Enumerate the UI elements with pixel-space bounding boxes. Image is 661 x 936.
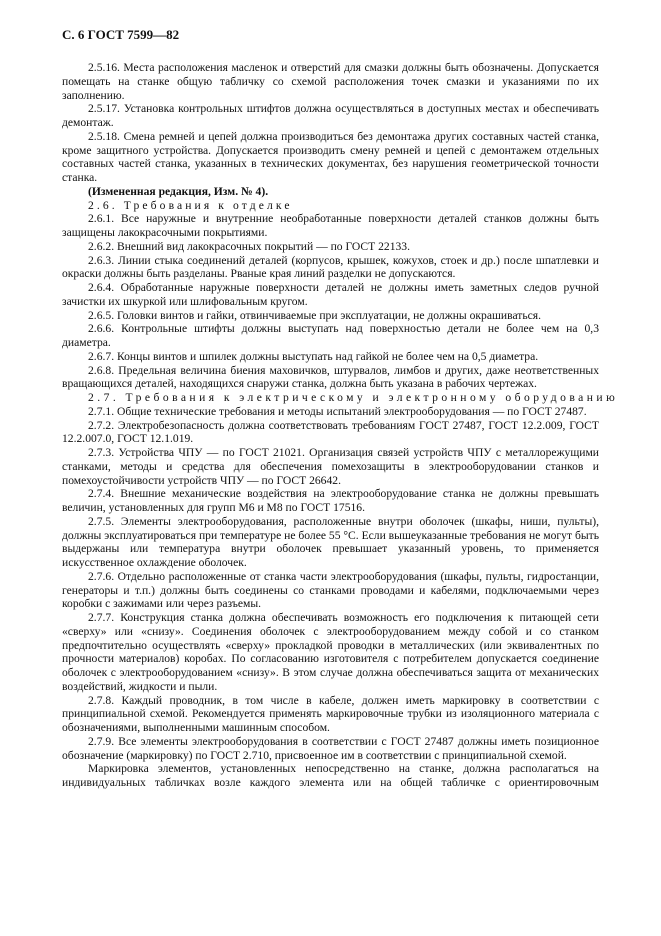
paragraph: 2.6.8. Предельная величина биения маховичков, штурвалов, лимбов и других, даже неответственных вращающихся деталей, находящихся снаружи станка, должна быть указана в рабочих чертежах. [62, 363, 599, 391]
paragraph: 2.7.2. Электробезопасность должна соответствовать требованиям ГОСТ 27487, ГОСТ 12.2.009, ГОСТ 12.2.007.0, ГОСТ 12.1.019. [62, 418, 599, 446]
paragraph: Маркировка элементов, установленных непосредственно на станке, должна располагаться на индивидуальных табличках возле каждого элемента или на общей табличке с ориентировочным [62, 762, 599, 789]
paragraph: 2.7.3. Устройства ЧПУ — по ГОСТ 21021. Организация связей устройств ЧПУ с металлорежущими станками, методы и средства для обеспечения помехозащиты в электрооборудовании станков и помехоустойчивости устройств ЧПУ — по ГОСТ 26642. [62, 446, 599, 487]
amendment-note: (Измененная редакция, Изм. № 4). [88, 184, 269, 198]
paragraph: 2.7.6. Отдельно расположенные от станка части электрооборудования (шкафы, пульты, гидростанции, генераторы и т.п.) должны быть соединены со станками проводами и кабелями, подключаемыми через коробки с зажимами или через разъемы. [62, 569, 599, 611]
section-heading: 2.6. Требования к отделке [88, 198, 293, 212]
paragraph: 2.6.3. Линии стыка соединений деталей (корпусов, крышек, кожухов, стоек и др.) после шпатлевки и окраски должны быть разделаны. Рваные края линий разделки не допускаются. [62, 253, 599, 281]
paragraph: 2.7.8. Каждый проводник, в том числе в кабеле, должен иметь маркировку в соответствии с принципиальной схемой. Рекомендуется применять маркировочные трубки из изоляционного материала с обозначениями, выполненными машинным способом. [62, 693, 599, 734]
paragraph: 2.5.17. Установка контрольных штифтов должна осуществляться в доступных местах и обеспечивать демонтаж. [62, 102, 599, 129]
paragraph: 2.6.1. Все наружные и внутренние необработанные поверхности деталей станков должны быть защищены лакокрасочными покрытиями. [62, 212, 599, 239]
paragraph: 2.6.7. Концы винтов и шпилек должны выступать над гайкой не более чем на 0,5 диаметра. [88, 349, 539, 363]
section-heading: 2.7. Требования к электрическому и электронному оборудованию [88, 391, 619, 404]
paragraph: 2.7.5. Элементы электрооборудования, расположенные внутри оболочек (шкафы, ниши, пульты), должны эксплуатироваться при температуре не более 55 °С. Если вышеуказанные требования не могут быть выдержаны или температура внутри оболочек превышает указанный уровень, то применяется искусственное охлаждение оболочек. [62, 514, 599, 569]
paragraph: 2.7.7. Конструкция станка должна обеспечивать возможность его подключения к питающей сети «сверху» или «снизу». Соединения оболочек с электрооборудованием между собой и со станком предпочтительно осуществлять «сверху» прокладкой проводки в металлических (или эквивалентных по прочности материалов) коробах. По согласованию изготовителя с потребителем допускается соединение оболочек с электрооборудованием «снизу». В этом случае должна обеспечиваться защита от механических воздействий, жидкости и пыли. [62, 611, 599, 693]
paragraph: 2.6.4. Обработанные наружные поверхности деталей не должны иметь заметных следов ручной зачистки их шкуркой или шлифовальным кругом. [62, 281, 599, 308]
paragraph: 2.7.4. Внешние механические воздействия на электрооборудование станка не должны превышать величин, установленных для групп М6 и М8 по ГОСТ 17516. [62, 487, 599, 514]
page-header: С. 6 ГОСТ 7599—82 [62, 27, 180, 42]
paragraph: 2.6.6. Контрольные штифты должны выступать над поверхностью детали не более чем на 0,3 диаметра. [62, 322, 599, 349]
paragraph: 2.5.18. Смена ремней и цепей должна производиться без демонтажа других составных частей станка, кроме защитного устройства. Допускается производить смену ремней и цепей с демонтажем отдельных составных частей станка, указанных в технических документах, без нарушения геометрической точности станка. [62, 129, 599, 184]
paragraph: 2.7.9. Все элементы электрооборудования в соответствии с ГОСТ 27487 должны иметь позиционное обозначение (маркировку) по ГОСТ 2.710, присвоенное им в соответствии с принципиальной схемой. [62, 734, 599, 762]
document-body [62, 61, 619, 790]
paragraph: 2.6.2. Внешний вид лакокрасочных покрытий — по ГОСТ 22133. [88, 239, 411, 253]
paragraph: 2.7.1. Общие технические требования и методы испытаний электрооборудования — по ГОСТ 27487. [88, 404, 587, 418]
paragraph: 2.6.5. Головки винтов и гайки, отвинчиваемые при эксплуатации, не должны окрашиваться. [88, 308, 542, 322]
paragraph: 2.5.16. Места расположения масленок и отверстий для смазки должны быть обозначены. Допускается помещать на станке общую табличку со схемой расположения точек смазки и указаниями по их заполнению. [62, 61, 599, 102]
